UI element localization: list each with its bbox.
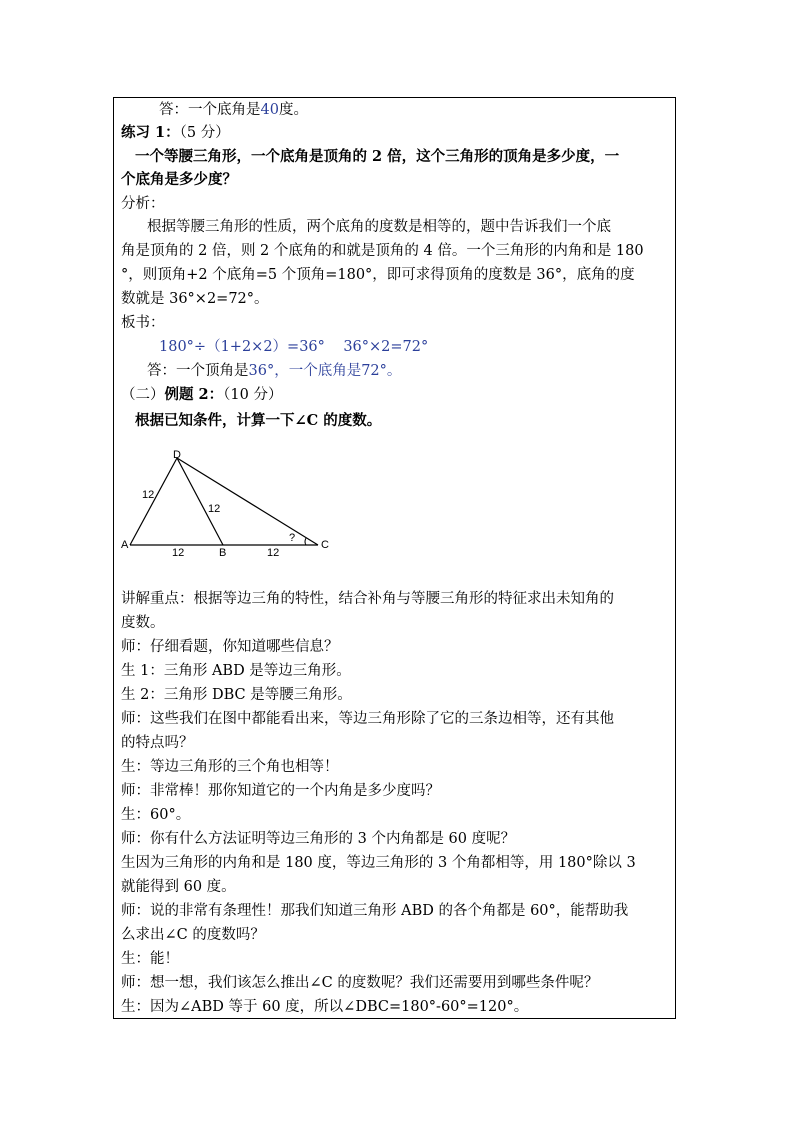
dialogue-line: 的特点吗？ bbox=[121, 735, 194, 751]
side-bd-length: 12 bbox=[208, 503, 221, 515]
board-label: 板书： bbox=[121, 315, 165, 331]
dialogue-line: 么求出∠C 的度数吗？ bbox=[121, 927, 265, 943]
vertex-a-label: A bbox=[121, 539, 129, 551]
vertex-b-label: B bbox=[219, 547, 227, 559]
answer-line-1: 答：一个底角是40度。 bbox=[159, 102, 308, 118]
dialogue-line: 生 1：三角形 ABD 是等边三角形。 bbox=[121, 663, 351, 679]
segment-ad bbox=[130, 458, 177, 545]
dialogue-line: 生因为三角形的内角和是 180 度，等边三角形的 3 个角都相等，用 180°除以 3 bbox=[121, 855, 636, 871]
triangle-figure bbox=[118, 446, 338, 562]
key-point-line-1: 讲解重点：根据等边三角的特性，结合补角与等腰三角形的特征求出未知角的 bbox=[121, 591, 614, 607]
dialogue-line: 师：想一想，我们该怎么推出∠C 的度数呢？我们还需要用到哪些条件呢？ bbox=[121, 975, 599, 991]
angle-c-arc bbox=[305, 538, 306, 545]
dialogue-line: 就能得到 60 度。 bbox=[121, 879, 236, 895]
segment-dc bbox=[177, 458, 318, 545]
dialogue-line: 师：你有什么方法证明等边三角形的 3 个内角都是 60 度呢？ bbox=[121, 831, 516, 847]
example-2-header: （二）例题 2：（10 分） bbox=[121, 386, 283, 403]
dialogue-line: 生：能！ bbox=[121, 951, 179, 967]
segment-bd bbox=[177, 458, 223, 545]
analysis-line-3: °，则顶角+2 个底角=5 个顶角=180°，即可求得顶角的度数是 36°，底角的度 bbox=[121, 267, 635, 283]
dialogue-line: 生 2：三角形 DBC 是等腰三角形。 bbox=[121, 687, 352, 703]
side-bc-length: 12 bbox=[267, 547, 280, 559]
exercise-1-question-line-1: 一个等腰三角形，一个底角是顶角的 2 倍，这个三角形的顶角是多少度，一 bbox=[135, 148, 620, 165]
answer-line-2: 答：一个顶角是36°，一个底角是72°。 bbox=[147, 363, 402, 379]
key-point-line-2: 度数。 bbox=[121, 615, 165, 631]
analysis-line-4: 数就是 36°×2=72°。 bbox=[121, 291, 269, 307]
dialogue-line: 师：仔细看题，你知道哪些信息？ bbox=[121, 639, 339, 655]
analysis-label: 分析： bbox=[121, 196, 165, 212]
board-formula: 180°÷（1+2×2）=36° 36°×2=72° bbox=[159, 339, 429, 355]
analysis-line-2: 角是顶角的 2 倍，则 2 个底角的和就是顶角的 4 倍。一个三角形的内角和是 180 bbox=[121, 243, 644, 259]
analysis-line-1: 根据等腰三角形的性质，两个底角的度数是相等的，题中告诉我们一个底 bbox=[147, 219, 611, 235]
dialogue-line: 师：说的非常有条理性！那我们知道三角形 ABD 的各个角都是 60°，能帮助我 bbox=[121, 903, 629, 919]
dialogue-line: 师：这些我们在图中都能看出来，等边三角形除了它的三条边相等，还有其他 bbox=[121, 711, 614, 727]
example-2-question: 根据已知条件，计算一下∠C 的度数。 bbox=[135, 412, 382, 429]
vertex-c-label: C bbox=[321, 539, 329, 551]
dialogue-line: 师：非常棒！那你知道它的一个内角是多少度吗？ bbox=[121, 783, 440, 799]
angle-c-unknown: ? bbox=[289, 532, 296, 544]
side-ab-length: 12 bbox=[172, 547, 185, 559]
dialogue-line: 生：因为∠ABD 等于 60 度，所以∠DBC=180°-60°=120°。 bbox=[121, 999, 529, 1015]
vertex-d-label: D bbox=[173, 449, 181, 461]
dialogue-line: 生：60°。 bbox=[121, 807, 191, 823]
side-ad-length: 12 bbox=[142, 489, 155, 501]
exercise-1-header: 练习 1：（5 分） bbox=[121, 124, 230, 141]
exercise-1-question-line-2: 个底角是多少度？ bbox=[121, 171, 237, 188]
dialogue-line: 生：等边三角形的三个角也相等！ bbox=[121, 759, 339, 775]
